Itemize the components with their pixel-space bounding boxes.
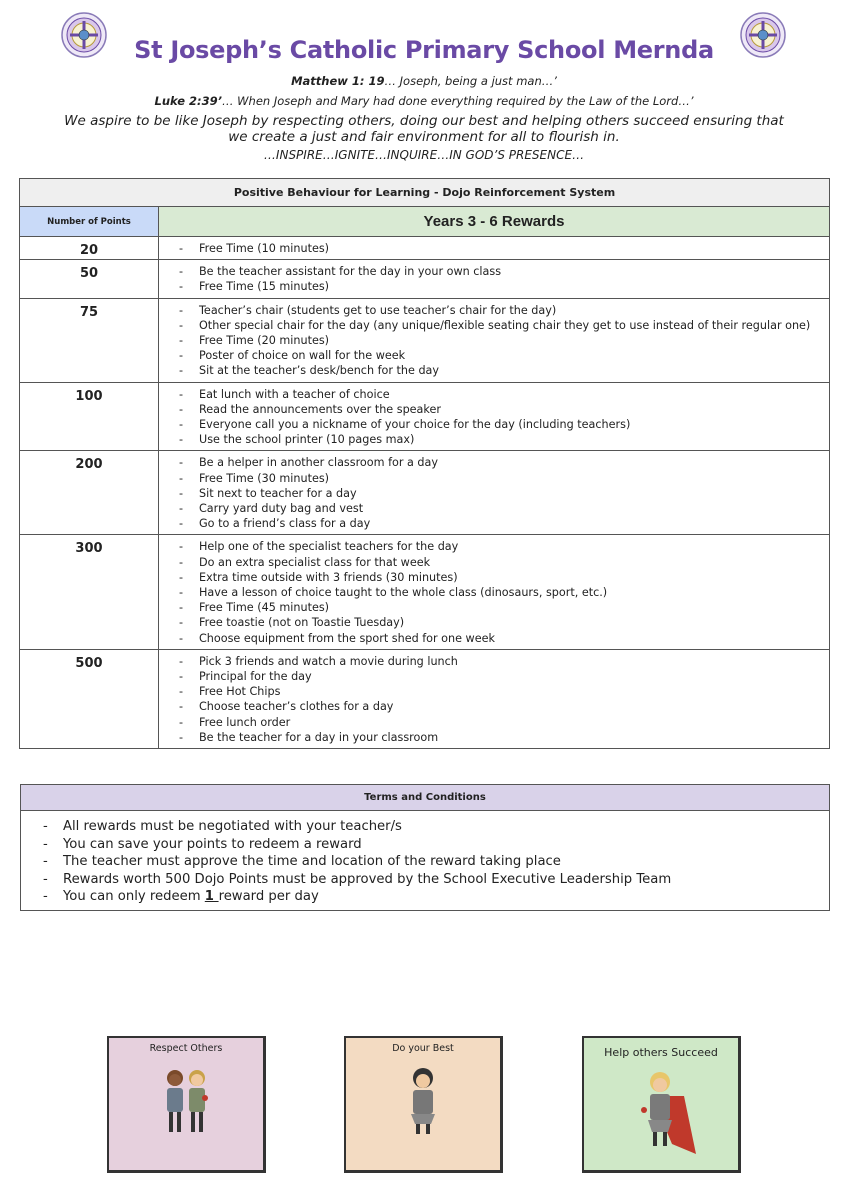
rewards-cell <box>159 649 830 748</box>
reward-row <box>20 649 830 748</box>
reward-item: - Be the teacher for a day in your classroom <box>179 730 821 745</box>
rewards-column-header: Years 3 - 6 Rewards <box>159 207 830 237</box>
card-label: Help others Succeed <box>604 1046 718 1059</box>
rewards-cell <box>159 237 830 260</box>
reward-item: - Carry yard duty bag and vest <box>179 501 821 516</box>
reward-item: - Choose teacher’s clothes for a day <box>179 699 821 714</box>
terms-title: Terms and Conditions <box>21 785 829 811</box>
reward-item: - Choose equipment from the sport shed for one week <box>179 631 821 646</box>
points-cell: 100 <box>20 382 159 451</box>
reward-row <box>20 237 830 260</box>
verse-luke-ref: Luke 2:39’ <box>154 94 223 108</box>
reward-item: - Free Time (20 minutes) <box>179 333 821 348</box>
reward-item: - Go to a friend’s class for a day <box>179 516 821 531</box>
card-help-others-succeed <box>582 1036 741 1173</box>
reward-item: - Have a lesson of choice taught to the whole class (dinosaurs, sport, etc.) <box>179 585 821 600</box>
reward-row <box>20 260 830 298</box>
verse-matthew-ref: Matthew 1: 19 <box>291 74 385 88</box>
reward-item: - Help one of the specialist teachers for the day <box>179 539 821 554</box>
reward-rows <box>20 237 830 749</box>
reward-item: - Sit at the teacher’s desk/bench for the day <box>179 363 821 378</box>
points-column-header: Number of Points <box>20 207 159 237</box>
reward-row <box>20 382 830 451</box>
terms-and-conditions <box>20 784 830 911</box>
rewards-cell <box>159 382 830 451</box>
reward-row <box>20 451 830 535</box>
rewards-table-title: Positive Behaviour for Learning - Dojo Reinforcement System <box>20 179 830 207</box>
verse-matthew-text: … Joseph, being a just man…’ <box>384 74 557 88</box>
reward-item: - Read the announcements over the speaker <box>179 402 821 417</box>
reward-item: - Use the school printer (10 pages max) <box>179 432 821 447</box>
terms-item-prefix: You can only redeem <box>63 889 205 905</box>
reward-item: - Free toastie (not on Toastie Tuesday) <box>179 615 821 630</box>
reward-item: - Free Time (10 minutes) <box>179 241 821 256</box>
reward-row <box>20 298 830 382</box>
terms-item: - Rewards worth 500 Dojo Points must be approved by the School Executive Leadership Team <box>43 871 829 889</box>
card-do-your-best <box>344 1036 503 1173</box>
school-motto: …INSPIRE…IGNITE…INQUIRE…IN GOD’S PRESENCE… <box>263 148 585 162</box>
points-cell: 75 <box>20 298 159 382</box>
rewards-cell <box>159 451 830 535</box>
reward-item: - Pick 3 friends and watch a movie during lunch <box>179 654 821 669</box>
terms-list <box>21 811 829 910</box>
terms-item-emphasis: 1 <box>204 889 219 905</box>
reward-item: - Sit next to teacher for a day <box>179 486 821 501</box>
terms-item <box>43 888 829 906</box>
school-title: St Joseph’s Catholic Primary School Mernda <box>134 36 714 64</box>
rewards-cell <box>159 298 830 382</box>
card-respect-others <box>107 1036 266 1173</box>
reward-item: - Everyone call you a nickname of your choice for the day (including teachers) <box>179 417 821 432</box>
reward-item: - Free Time (45 minutes) <box>179 600 821 615</box>
verse-luke-text: … When Joseph and Mary had done everything required by the Law of the Lord…’ <box>222 94 694 108</box>
reward-item: - Free Time (30 minutes) <box>179 471 821 486</box>
points-cell: 300 <box>20 535 159 649</box>
rewards-cell <box>159 260 830 298</box>
reward-item: - Free Hot Chips <box>179 684 821 699</box>
reward-item: - Free Time (15 minutes) <box>179 279 821 294</box>
rewards-cell <box>159 535 830 649</box>
points-cell: 200 <box>20 451 159 535</box>
reward-row <box>20 535 830 649</box>
reward-item: - Be the teacher assistant for the day in your own class <box>179 264 821 279</box>
reward-item: - Eat lunch with a teacher of choice <box>179 387 821 402</box>
points-cell: 500 <box>20 649 159 748</box>
reward-item: - Teacher’s chair (students get to use teacher’s chair for the day) <box>179 303 821 318</box>
rewards-table <box>19 178 830 749</box>
superhero-child-icon <box>584 1058 738 1168</box>
points-cell: 50 <box>20 260 159 298</box>
child-icon <box>346 1058 500 1168</box>
terms-item: - All rewards must be negotiated with your teacher/s <box>43 818 829 836</box>
terms-item: - You can save your points to redeem a reward <box>43 836 829 854</box>
terms-item-suffix: reward per day <box>218 889 319 905</box>
card-label: Do your Best <box>392 1043 454 1054</box>
reward-item: - Principal for the day <box>179 669 821 684</box>
reward-item: - Other special chair for the day (any unique/flexible seating chair they get to use instead of their regular one) <box>179 318 821 333</box>
verse-luke <box>0 94 848 108</box>
reward-item: - Free lunch order <box>179 715 821 730</box>
card-label: Respect Others <box>149 1043 223 1054</box>
verse-matthew <box>0 74 848 88</box>
reward-item: - Do an extra specialist class for that week <box>179 555 821 570</box>
reward-item: - Extra time outside with 3 friends (30 minutes) <box>179 570 821 585</box>
aspiration-statement: We aspire to be like Joseph by respecting others, doing our best and helping others succeed ensuring that we create a just and fair environment for all to flourish in. <box>64 113 784 145</box>
two-children-icon <box>109 1058 263 1168</box>
reward-item: - Poster of choice on wall for the week <box>179 348 821 363</box>
terms-item: - The teacher must approve the time and location of the reward taking place <box>43 853 829 871</box>
points-cell: 20 <box>20 237 159 260</box>
reward-item: - Be a helper in another classroom for a day <box>179 455 821 470</box>
